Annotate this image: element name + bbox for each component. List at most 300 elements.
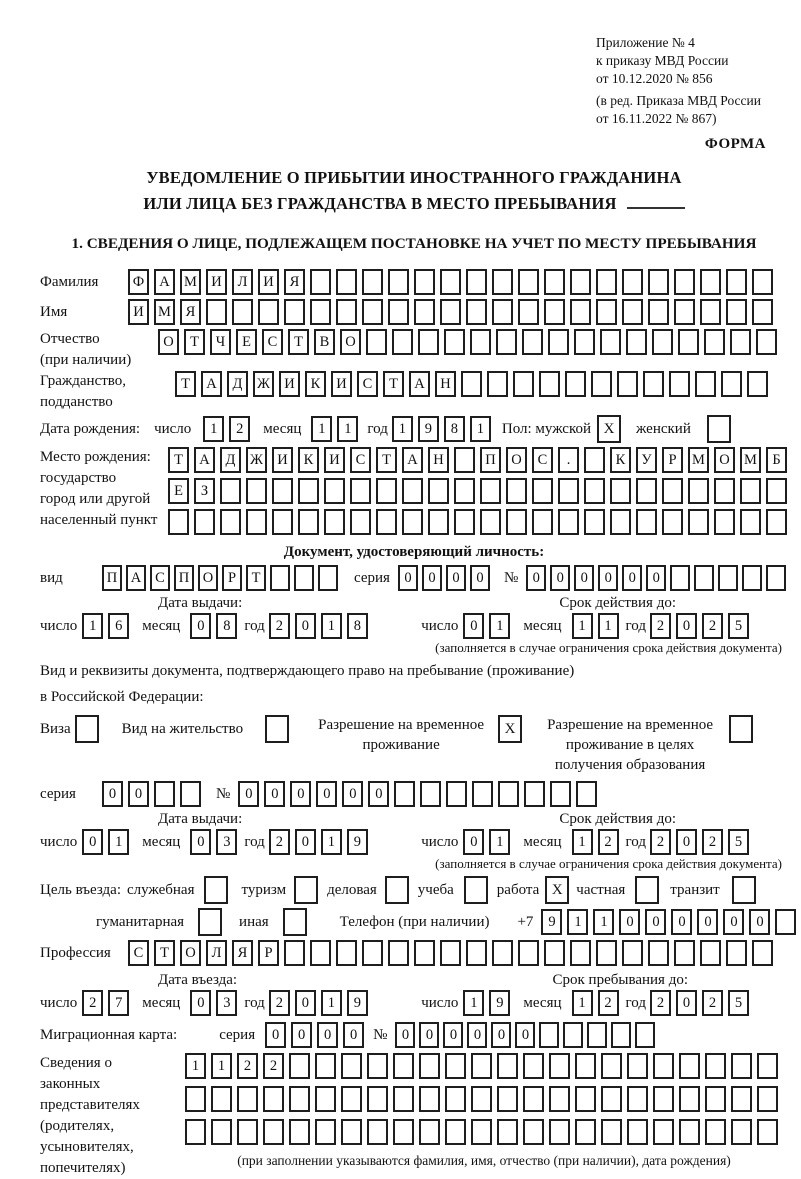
char-box[interactable] xyxy=(418,329,439,355)
char-box-filled[interactable]: Н xyxy=(428,447,449,473)
char-box-filled[interactable]: 0 xyxy=(463,613,484,639)
char-box-filled[interactable]: 3 xyxy=(216,990,237,1016)
char-box-filled[interactable]: И xyxy=(324,447,345,473)
char-box-filled[interactable]: 9 xyxy=(541,909,562,935)
char-box-filled[interactable]: 2 xyxy=(598,829,619,855)
char-box-filled[interactable]: 1 xyxy=(337,416,358,442)
char-box[interactable] xyxy=(731,1119,752,1145)
char-box-filled[interactable]: 2 xyxy=(650,829,671,855)
char-box-filled[interactable]: Т xyxy=(175,371,196,397)
char-box[interactable] xyxy=(506,509,527,535)
char-box-filled[interactable]: 0 xyxy=(368,781,389,807)
char-box[interactable] xyxy=(622,299,643,325)
char-box[interactable] xyxy=(204,876,228,904)
char-box[interactable] xyxy=(454,509,475,535)
char-box[interactable] xyxy=(466,299,487,325)
char-box-filled[interactable]: К xyxy=(305,371,326,397)
char-box-filled[interactable]: З xyxy=(194,478,215,504)
char-box-filled[interactable]: Р xyxy=(258,940,279,966)
char-box[interactable] xyxy=(611,1022,631,1048)
char-box-filled[interactable]: 0 xyxy=(190,613,211,639)
char-box-filled[interactable]: 0 xyxy=(419,1022,439,1048)
char-box[interactable] xyxy=(392,329,413,355)
char-box-filled[interactable]: 0 xyxy=(102,781,123,807)
char-box-filled[interactable]: 2 xyxy=(237,1053,258,1079)
char-box[interactable] xyxy=(513,371,534,397)
char-box[interactable] xyxy=(570,269,591,295)
char-box-filled[interactable]: 0 xyxy=(723,909,744,935)
char-box[interactable] xyxy=(539,1022,559,1048)
char-box[interactable] xyxy=(617,371,638,397)
char-box[interactable] xyxy=(742,565,762,591)
char-box-filled[interactable]: 1 xyxy=(593,909,614,935)
char-box[interactable] xyxy=(627,1086,648,1112)
char-box[interactable] xyxy=(766,509,787,535)
char-box-filled[interactable]: П xyxy=(480,447,501,473)
char-box[interactable] xyxy=(315,1119,336,1145)
char-box-filled[interactable]: 0 xyxy=(264,781,285,807)
char-box[interactable] xyxy=(653,1053,674,1079)
char-box-filled[interactable]: О xyxy=(198,565,218,591)
char-box[interactable] xyxy=(648,299,669,325)
char-box[interactable] xyxy=(539,371,560,397)
char-box-filled[interactable]: X xyxy=(597,415,621,443)
char-box[interactable] xyxy=(523,1053,544,1079)
char-box[interactable] xyxy=(350,509,371,535)
char-box[interactable] xyxy=(419,1119,440,1145)
char-box[interactable] xyxy=(688,509,709,535)
char-box[interactable] xyxy=(601,1119,622,1145)
char-box-filled[interactable]: У xyxy=(636,447,657,473)
char-box-filled[interactable]: М xyxy=(740,447,761,473)
char-box[interactable] xyxy=(643,371,664,397)
char-box-filled[interactable]: 2 xyxy=(650,990,671,1016)
char-box-filled[interactable]: Д xyxy=(220,447,241,473)
char-box[interactable] xyxy=(350,478,371,504)
char-box[interactable] xyxy=(576,781,597,807)
char-box-filled[interactable]: 0 xyxy=(316,781,337,807)
char-box[interactable] xyxy=(766,478,787,504)
char-box-filled[interactable]: 1 xyxy=(572,613,593,639)
char-box[interactable] xyxy=(757,1053,778,1079)
char-box[interactable] xyxy=(185,1119,206,1145)
char-box[interactable] xyxy=(575,1119,596,1145)
char-box-filled[interactable]: 1 xyxy=(392,416,413,442)
char-box[interactable] xyxy=(246,509,267,535)
char-box[interactable] xyxy=(662,478,683,504)
char-box[interactable] xyxy=(544,269,565,295)
char-box-filled[interactable]: Е xyxy=(236,329,257,355)
char-box[interactable] xyxy=(497,1119,518,1145)
char-box[interactable] xyxy=(518,299,539,325)
char-box[interactable] xyxy=(670,565,690,591)
char-box[interactable] xyxy=(565,371,586,397)
char-box-filled[interactable]: 1 xyxy=(489,829,510,855)
char-box[interactable] xyxy=(336,940,357,966)
char-box[interactable] xyxy=(454,447,475,473)
char-box-filled[interactable]: 7 xyxy=(108,990,129,1016)
char-box-filled[interactable]: 0 xyxy=(190,990,211,1016)
char-box-filled[interactable]: 5 xyxy=(728,613,749,639)
char-box-filled[interactable]: Р xyxy=(662,447,683,473)
char-box-filled[interactable]: 0 xyxy=(295,990,316,1016)
char-box[interactable] xyxy=(497,1086,518,1112)
char-box[interactable] xyxy=(601,1086,622,1112)
char-box[interactable] xyxy=(445,1086,466,1112)
char-box[interactable] xyxy=(206,299,227,325)
char-box[interactable] xyxy=(496,329,517,355)
char-box[interactable] xyxy=(752,269,773,295)
char-box[interactable] xyxy=(718,565,738,591)
char-box-filled[interactable]: 1 xyxy=(598,613,619,639)
char-box-filled[interactable]: 1 xyxy=(567,909,588,935)
char-box-filled[interactable]: . xyxy=(558,447,579,473)
char-box-filled[interactable]: А xyxy=(154,269,175,295)
char-box-filled[interactable]: Б xyxy=(766,447,787,473)
char-box-filled[interactable]: 1 xyxy=(489,613,510,639)
char-box[interactable] xyxy=(419,1053,440,1079)
char-box[interactable] xyxy=(679,1119,700,1145)
char-box-filled[interactable]: 2 xyxy=(702,613,723,639)
char-box-filled[interactable]: Ж xyxy=(246,447,267,473)
char-box[interactable] xyxy=(596,269,617,295)
char-box[interactable] xyxy=(341,1053,362,1079)
char-box-filled[interactable]: 0 xyxy=(491,1022,511,1048)
char-box[interactable] xyxy=(461,371,482,397)
char-box[interactable] xyxy=(570,299,591,325)
char-box[interactable] xyxy=(440,269,461,295)
char-box-filled[interactable]: Т xyxy=(154,940,175,966)
char-box[interactable] xyxy=(548,329,569,355)
char-box[interactable] xyxy=(674,299,695,325)
char-box[interactable] xyxy=(544,940,565,966)
char-box-filled[interactable]: 0 xyxy=(697,909,718,935)
char-box-filled[interactable]: А xyxy=(402,447,423,473)
char-box-filled[interactable]: Я xyxy=(180,299,201,325)
char-box[interactable] xyxy=(367,1086,388,1112)
char-box[interactable] xyxy=(678,329,699,355)
char-box[interactable] xyxy=(341,1119,362,1145)
char-box-filled[interactable]: 0 xyxy=(290,781,311,807)
char-box-filled[interactable]: 0 xyxy=(515,1022,535,1048)
char-box-filled[interactable]: И xyxy=(128,299,149,325)
char-box[interactable] xyxy=(284,940,305,966)
char-box-filled[interactable]: 1 xyxy=(321,829,342,855)
char-box[interactable] xyxy=(705,1086,726,1112)
char-box[interactable] xyxy=(726,299,747,325)
char-box[interactable] xyxy=(289,1086,310,1112)
char-box[interactable] xyxy=(729,715,753,743)
char-box[interactable] xyxy=(622,940,643,966)
char-box[interactable] xyxy=(558,509,579,535)
char-box-filled[interactable]: 0 xyxy=(343,1022,364,1048)
char-box[interactable] xyxy=(653,1086,674,1112)
char-box[interactable] xyxy=(648,940,669,966)
char-box[interactable] xyxy=(726,269,747,295)
char-box-filled[interactable]: 2 xyxy=(269,613,290,639)
char-box[interactable] xyxy=(662,509,683,535)
char-box-filled[interactable]: 1 xyxy=(463,990,484,1016)
char-box-filled[interactable]: Т xyxy=(168,447,189,473)
char-box[interactable] xyxy=(688,478,709,504)
char-box[interactable] xyxy=(730,329,751,355)
char-box-filled[interactable]: 2 xyxy=(263,1053,284,1079)
char-box[interactable] xyxy=(635,1022,655,1048)
char-box[interactable] xyxy=(766,565,786,591)
char-box[interactable] xyxy=(610,509,631,535)
char-box-filled[interactable]: П xyxy=(174,565,194,591)
char-box-filled[interactable]: К xyxy=(298,447,319,473)
char-box[interactable] xyxy=(570,940,591,966)
char-box-filled[interactable]: 1 xyxy=(203,416,224,442)
char-box-filled[interactable]: М xyxy=(180,269,201,295)
char-box[interactable] xyxy=(587,1022,607,1048)
char-box[interactable] xyxy=(694,565,714,591)
char-box-filled[interactable]: Ч xyxy=(210,329,231,355)
char-box[interactable] xyxy=(558,478,579,504)
char-box[interactable] xyxy=(420,781,441,807)
char-box-filled[interactable]: 0 xyxy=(446,565,466,591)
char-box[interactable] xyxy=(596,940,617,966)
char-box-filled[interactable]: 2 xyxy=(650,613,671,639)
char-box[interactable] xyxy=(362,269,383,295)
char-box[interactable] xyxy=(704,329,725,355)
char-box[interactable] xyxy=(385,876,409,904)
char-box[interactable] xyxy=(446,781,467,807)
char-box-filled[interactable]: 0 xyxy=(645,909,666,935)
char-box[interactable] xyxy=(626,329,647,355)
char-box[interactable] xyxy=(428,478,449,504)
char-box[interactable] xyxy=(388,269,409,295)
char-box[interactable] xyxy=(294,876,318,904)
char-box-filled[interactable]: А xyxy=(126,565,146,591)
char-box[interactable] xyxy=(731,1053,752,1079)
char-box[interactable] xyxy=(600,329,621,355)
char-box[interactable] xyxy=(524,781,545,807)
char-box-filled[interactable]: 0 xyxy=(342,781,363,807)
char-box-filled[interactable]: 0 xyxy=(422,565,442,591)
char-box-filled[interactable]: 1 xyxy=(321,990,342,1016)
char-box-filled[interactable]: Ж xyxy=(253,371,274,397)
char-box-filled[interactable]: 2 xyxy=(702,829,723,855)
char-box[interactable] xyxy=(419,1086,440,1112)
char-box-filled[interactable]: В xyxy=(314,329,335,355)
char-box[interactable] xyxy=(272,478,293,504)
char-box-filled[interactable]: 0 xyxy=(128,781,149,807)
char-box[interactable] xyxy=(445,1053,466,1079)
char-box-filled[interactable]: 2 xyxy=(269,990,290,1016)
char-box-filled[interactable]: 8 xyxy=(347,613,368,639)
char-box[interactable] xyxy=(283,908,307,936)
char-box-filled[interactable]: 1 xyxy=(311,416,332,442)
char-box-filled[interactable]: И xyxy=(258,269,279,295)
char-box[interactable] xyxy=(757,1119,778,1145)
char-box-filled[interactable]: 5 xyxy=(728,829,749,855)
char-box-filled[interactable]: П xyxy=(102,565,122,591)
char-box-filled[interactable]: Т xyxy=(184,329,205,355)
char-box[interactable] xyxy=(471,1086,492,1112)
char-box-filled[interactable]: И xyxy=(206,269,227,295)
char-box-filled[interactable]: 0 xyxy=(646,565,666,591)
char-box[interactable] xyxy=(284,299,305,325)
char-box-filled[interactable]: Л xyxy=(206,940,227,966)
char-box[interactable] xyxy=(707,415,731,443)
char-box-filled[interactable]: Р xyxy=(222,565,242,591)
char-box[interactable] xyxy=(310,269,331,295)
char-box[interactable] xyxy=(211,1119,232,1145)
char-box-filled[interactable]: О xyxy=(714,447,735,473)
char-box-filled[interactable]: Т xyxy=(288,329,309,355)
char-box-filled[interactable]: 1 xyxy=(185,1053,206,1079)
char-box[interactable] xyxy=(596,299,617,325)
char-box[interactable] xyxy=(414,299,435,325)
char-box[interactable] xyxy=(154,781,175,807)
char-box[interactable] xyxy=(575,1086,596,1112)
char-box-filled[interactable]: С xyxy=(350,447,371,473)
char-box[interactable] xyxy=(601,1053,622,1079)
char-box-filled[interactable]: А xyxy=(194,447,215,473)
char-box-filled[interactable]: 0 xyxy=(295,829,316,855)
char-box-filled[interactable]: А xyxy=(201,371,222,397)
char-box-filled[interactable]: Л xyxy=(232,269,253,295)
char-box-filled[interactable]: Е xyxy=(168,478,189,504)
char-box[interactable] xyxy=(506,478,527,504)
char-box[interactable] xyxy=(263,1119,284,1145)
char-box[interactable] xyxy=(298,509,319,535)
char-box[interactable] xyxy=(310,299,331,325)
char-box[interactable] xyxy=(265,715,289,743)
char-box[interactable] xyxy=(393,1119,414,1145)
char-box-filled[interactable]: 0 xyxy=(749,909,770,935)
char-box[interactable] xyxy=(367,1119,388,1145)
char-box-filled[interactable]: О xyxy=(158,329,179,355)
char-box-filled[interactable]: X xyxy=(545,876,569,904)
char-box-filled[interactable]: Я xyxy=(284,269,305,295)
char-box[interactable] xyxy=(747,371,768,397)
char-box[interactable] xyxy=(574,329,595,355)
char-box[interactable] xyxy=(310,940,331,966)
char-box-filled[interactable]: 1 xyxy=(321,613,342,639)
char-box-filled[interactable]: 0 xyxy=(82,829,103,855)
char-box-filled[interactable]: 1 xyxy=(572,990,593,1016)
char-box[interactable] xyxy=(679,1053,700,1079)
char-box[interactable] xyxy=(220,478,241,504)
char-box[interactable] xyxy=(480,509,501,535)
char-box-filled[interactable]: И xyxy=(331,371,352,397)
char-box[interactable] xyxy=(464,876,488,904)
char-box[interactable] xyxy=(324,478,345,504)
char-box-filled[interactable]: 0 xyxy=(443,1022,463,1048)
char-box[interactable] xyxy=(523,1086,544,1112)
char-box[interactable] xyxy=(366,329,387,355)
char-box[interactable] xyxy=(336,299,357,325)
char-box[interactable] xyxy=(563,1022,583,1048)
char-box-filled[interactable]: 2 xyxy=(82,990,103,1016)
char-box-filled[interactable]: 0 xyxy=(395,1022,415,1048)
char-box[interactable] xyxy=(237,1119,258,1145)
char-box[interactable] xyxy=(232,299,253,325)
char-box[interactable] xyxy=(388,299,409,325)
char-box[interactable] xyxy=(669,371,690,397)
char-box[interactable] xyxy=(487,371,508,397)
char-box[interactable] xyxy=(466,940,487,966)
char-box-filled[interactable]: 0 xyxy=(619,909,640,935)
char-box-filled[interactable]: 8 xyxy=(444,416,465,442)
char-box-filled[interactable]: 0 xyxy=(550,565,570,591)
char-box[interactable] xyxy=(752,299,773,325)
char-box[interactable] xyxy=(549,1053,570,1079)
char-box[interactable] xyxy=(198,908,222,936)
char-box-filled[interactable]: Т xyxy=(246,565,266,591)
char-box[interactable] xyxy=(270,565,290,591)
char-box[interactable] xyxy=(757,1086,778,1112)
char-box[interactable] xyxy=(775,909,796,935)
char-box[interactable] xyxy=(180,781,201,807)
char-box[interactable] xyxy=(263,1086,284,1112)
char-box-filled[interactable]: 2 xyxy=(229,416,250,442)
char-box[interactable] xyxy=(367,1053,388,1079)
char-box[interactable] xyxy=(440,940,461,966)
char-box-filled[interactable]: 3 xyxy=(216,829,237,855)
char-box-filled[interactable]: О xyxy=(506,447,527,473)
char-box[interactable] xyxy=(705,1053,726,1079)
char-box[interactable] xyxy=(445,1119,466,1145)
char-box-filled[interactable]: 1 xyxy=(108,829,129,855)
char-box[interactable] xyxy=(492,940,513,966)
char-box[interactable] xyxy=(318,565,338,591)
char-box[interactable] xyxy=(246,478,267,504)
char-box-filled[interactable]: 5 xyxy=(728,990,749,1016)
char-box-filled[interactable]: 0 xyxy=(526,565,546,591)
char-box[interactable] xyxy=(336,269,357,295)
char-box-filled[interactable]: 2 xyxy=(269,829,290,855)
char-box[interactable] xyxy=(294,565,314,591)
char-box[interactable] xyxy=(393,1086,414,1112)
char-box[interactable] xyxy=(532,509,553,535)
char-box[interactable] xyxy=(185,1086,206,1112)
char-box-filled[interactable]: О xyxy=(340,329,361,355)
char-box-filled[interactable]: Т xyxy=(383,371,404,397)
char-box[interactable] xyxy=(341,1086,362,1112)
char-box-filled[interactable]: 1 xyxy=(82,613,103,639)
char-box[interactable] xyxy=(700,269,721,295)
char-box[interactable] xyxy=(549,1086,570,1112)
char-box[interactable] xyxy=(492,299,513,325)
char-box-filled[interactable]: 0 xyxy=(398,565,418,591)
char-box[interactable] xyxy=(402,478,423,504)
char-box[interactable] xyxy=(740,478,761,504)
char-box-filled[interactable]: С xyxy=(357,371,378,397)
char-box[interactable] xyxy=(414,940,435,966)
char-box[interactable] xyxy=(591,371,612,397)
char-box[interactable] xyxy=(522,329,543,355)
char-box-filled[interactable]: М xyxy=(688,447,709,473)
char-box-filled[interactable]: 0 xyxy=(467,1022,487,1048)
char-box[interactable] xyxy=(428,509,449,535)
char-box-filled[interactable]: 0 xyxy=(238,781,259,807)
char-box[interactable] xyxy=(652,329,673,355)
char-box-filled[interactable]: 0 xyxy=(676,990,697,1016)
char-box[interactable] xyxy=(518,269,539,295)
char-box-filled[interactable]: 9 xyxy=(347,990,368,1016)
char-box[interactable] xyxy=(627,1053,648,1079)
char-box[interactable] xyxy=(388,940,409,966)
char-box[interactable] xyxy=(575,1053,596,1079)
char-box[interactable] xyxy=(584,478,605,504)
char-box[interactable] xyxy=(258,299,279,325)
char-box[interactable] xyxy=(705,1119,726,1145)
char-box[interactable] xyxy=(324,509,345,535)
